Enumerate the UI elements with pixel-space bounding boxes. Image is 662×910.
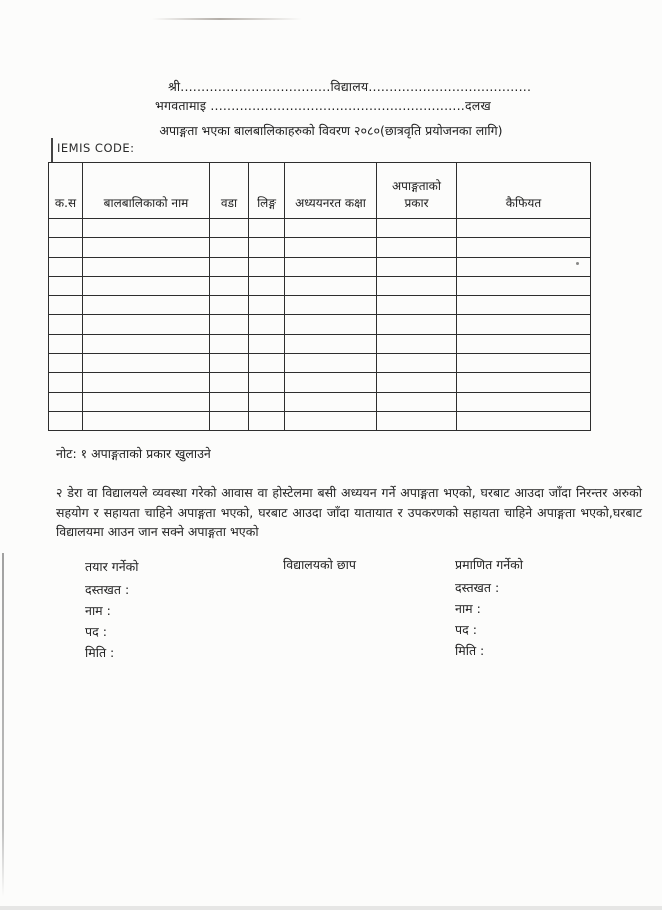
certifier-fields: [455, 581, 523, 659]
empty-cell: [285, 373, 377, 392]
empty-cell: [49, 411, 83, 430]
column-header-3: लिङ्ग: [249, 163, 285, 219]
empty-cell: [249, 315, 285, 334]
signature-field-label: मिति :: [85, 645, 115, 660]
empty-cell: [285, 392, 377, 411]
table-row: [49, 296, 591, 315]
empty-cell: [249, 354, 285, 373]
empty-cell: [377, 392, 457, 411]
signature-field-label: नाम :: [85, 603, 111, 618]
form-title: अपाङ्गता भएका बालबालिकाहरुको विवरण २०८०(छात्रवृति प्रयोजनका लागि): [159, 123, 503, 138]
table-row: [49, 219, 591, 238]
empty-cell: [457, 219, 591, 238]
preparer-title: तयार गर्नेको: [85, 559, 139, 574]
table-row: [49, 411, 591, 430]
signature-field-label: पद :: [455, 622, 477, 637]
empty-cell: [49, 354, 83, 373]
empty-cell: [457, 315, 591, 334]
table-header-row: [49, 163, 591, 219]
note-line-2: २ डेरा वा विद्यालयले व्यवस्था गरेको आवास वा होस्टेलमा बसी अध्ययन गर्ने अपाङ्गता भएको, घरबाट आउदा जाँदा निरन्तर अरुको सहयोग र सहायता चाहिने अपाङ्गता भएको, घरबाट आउदा जाँदा यातायात र उपकरणको सहायता चाहिने अपाङ्गता भएको,घरबाट विद्यालयमा आउन जान सक्ने अपाङ्गता भएको: [56, 485, 642, 539]
signature-field-label: दस्तखत :: [455, 580, 500, 595]
empty-cell: [377, 238, 457, 257]
empty-cell: [49, 238, 83, 257]
empty-cell: [377, 354, 457, 373]
empty-cell: [210, 257, 249, 276]
empty-cell: [249, 373, 285, 392]
empty-cell: [83, 276, 210, 295]
empty-cell: [49, 334, 83, 353]
empty-cell: [457, 373, 591, 392]
empty-cell: [210, 219, 249, 238]
iemis-box-edge-line: [51, 138, 53, 163]
empty-cell: [457, 296, 591, 315]
table-row: [49, 315, 591, 334]
empty-cell: [49, 373, 83, 392]
iemis-code-label: IEMIS CODE:: [57, 141, 135, 155]
school-name-blank-line: श्री....................................विद्यालय.......................................: [168, 79, 532, 94]
table-row: [49, 334, 591, 353]
table-row: [49, 392, 591, 411]
empty-cell: [457, 392, 591, 411]
scan-artifact-bottom-shade: [0, 906, 662, 910]
empty-cell: [49, 219, 83, 238]
empty-cell: [457, 334, 591, 353]
note-line-1: नोट: १ अपाङ्गताको प्रकार खुलाउने: [56, 446, 211, 461]
column-header-0: क.स: [49, 163, 83, 219]
empty-cell: [83, 238, 210, 257]
school-stamp-block: [283, 556, 356, 581]
empty-cell: [285, 276, 377, 295]
signature-field-label: पद :: [85, 624, 107, 639]
empty-cell: [83, 354, 210, 373]
empty-cell: [210, 411, 249, 430]
empty-cell: [210, 276, 249, 295]
empty-cell: [285, 219, 377, 238]
empty-cell: [285, 296, 377, 315]
empty-cell: [377, 334, 457, 353]
table-row: [49, 354, 591, 373]
empty-cell: [249, 257, 285, 276]
empty-cell: [83, 392, 210, 411]
empty-cell: [210, 354, 249, 373]
empty-cell: [377, 315, 457, 334]
empty-cell: [377, 276, 457, 295]
column-header-5: अपाङ्गताको प्रकार: [377, 163, 457, 219]
empty-cell: [377, 411, 457, 430]
empty-cell: [210, 373, 249, 392]
municipality-blank-line: भगवतामाइ .............................................................दलख: [155, 98, 491, 113]
empty-cell: [83, 411, 210, 430]
empty-cell: [249, 276, 285, 295]
empty-cell: [49, 392, 83, 411]
column-header-2: वडा: [210, 163, 249, 219]
empty-cell: [83, 315, 210, 334]
empty-cell: [285, 238, 377, 257]
certifier-signature-block: [455, 556, 523, 659]
empty-cell: [457, 276, 591, 295]
empty-cell: [285, 411, 377, 430]
empty-cell: [83, 334, 210, 353]
column-header-6: कैफियत: [457, 163, 591, 219]
empty-cell: [83, 373, 210, 392]
empty-cell: [457, 257, 591, 276]
empty-cell: [210, 296, 249, 315]
preparer-signature-block: [85, 558, 139, 661]
preparer-fields: [85, 583, 139, 661]
column-header-4: अध्ययनरत कक्षा: [285, 163, 377, 219]
table-row: [49, 257, 591, 276]
empty-cell: [83, 296, 210, 315]
table-row: [49, 373, 591, 392]
empty-cell: [49, 315, 83, 334]
empty-cell: [210, 334, 249, 353]
signature-field-label: मिति :: [455, 643, 485, 658]
empty-cell: [285, 315, 377, 334]
empty-cell: [377, 373, 457, 392]
empty-cell: [249, 392, 285, 411]
scan-artifact-left-edge-line: [2, 553, 4, 897]
empty-cell: [49, 296, 83, 315]
empty-cell: [377, 257, 457, 276]
empty-cell: [49, 276, 83, 295]
table-row: [49, 276, 591, 295]
empty-cell: [457, 354, 591, 373]
empty-cell: [377, 219, 457, 238]
empty-cell: [249, 296, 285, 315]
empty-cell: [249, 411, 285, 430]
empty-cell: [49, 257, 83, 276]
column-header-1: बालबालिकाको नाम: [83, 163, 210, 219]
school-stamp-label: विद्यालयको छाप: [283, 557, 356, 572]
certifier-title: प्रमाणित गर्नेको: [455, 557, 524, 572]
empty-cell: [249, 219, 285, 238]
table-row: [49, 238, 591, 257]
disabled-children-table: [48, 162, 591, 431]
empty-cell: [457, 411, 591, 430]
scan-artifact-top-line: [152, 18, 302, 20]
empty-cell: [457, 238, 591, 257]
empty-cell: [285, 354, 377, 373]
empty-cell: [83, 257, 210, 276]
signature-field-label: नाम :: [455, 601, 481, 616]
empty-cell: [285, 257, 377, 276]
empty-cell: [249, 238, 285, 257]
empty-cell: [285, 334, 377, 353]
empty-cell: [249, 334, 285, 353]
empty-cell: [210, 315, 249, 334]
empty-cell: [83, 219, 210, 238]
empty-cell: [210, 238, 249, 257]
empty-cell: [210, 392, 249, 411]
empty-cell: [377, 296, 457, 315]
signature-field-label: दस्तखत :: [85, 582, 130, 597]
